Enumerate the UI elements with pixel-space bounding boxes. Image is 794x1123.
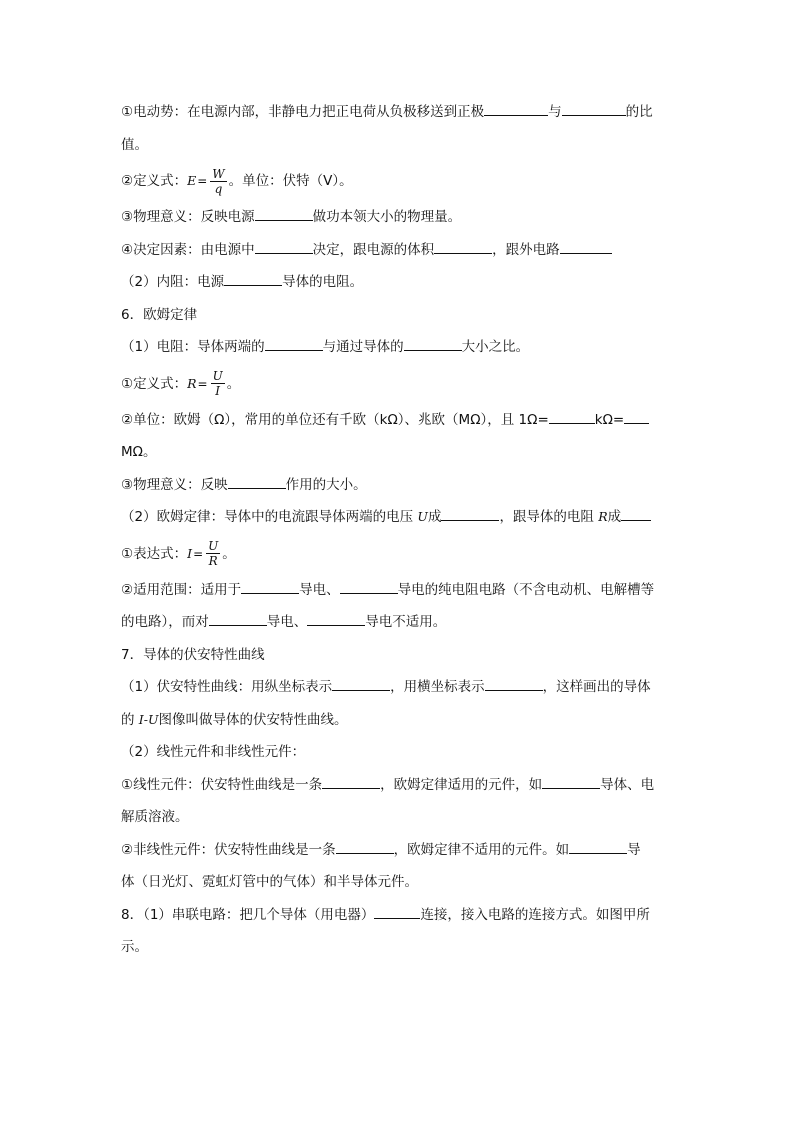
text: 决定，跟电源的体积	[312, 241, 435, 258]
text: 值。	[121, 136, 148, 153]
text: ②非线性元件：伏安特性曲线是一条	[121, 841, 336, 858]
fill-blank[interactable]	[255, 207, 313, 221]
text: 的比	[625, 104, 653, 120]
text: 6．欧姆定律	[121, 306, 198, 323]
text: ，跟导体的电阻	[499, 509, 599, 525]
text: 。	[222, 545, 236, 562]
equals-sign: =	[193, 546, 204, 561]
text: 解质溶液。	[121, 809, 189, 825]
text: ，跟外电路	[492, 241, 560, 258]
text-line	[121, 331, 681, 364]
text: ，这样画出的导体	[542, 679, 651, 695]
formula-variable: E	[187, 173, 197, 188]
text-line	[121, 834, 681, 867]
text: 7．导体的伏安特性曲线	[121, 646, 265, 663]
fill-blank[interactable]	[224, 272, 282, 286]
text: 。	[226, 375, 241, 392]
fill-blank[interactable]	[562, 102, 626, 116]
fill-blank[interactable]	[255, 240, 313, 254]
text-line	[121, 404, 681, 437]
text-line	[121, 606, 681, 639]
fill-blank[interactable]	[336, 840, 394, 854]
formula-variable: U	[417, 509, 428, 524]
fraction	[211, 369, 225, 398]
text: 的电路），而对	[121, 614, 209, 630]
text-line	[121, 671, 681, 704]
section-heading	[121, 639, 681, 672]
text: 大小之比。	[461, 339, 530, 355]
text: ①电动势：在电源内部，非静电力把正电荷从负极移送到正极	[121, 104, 485, 120]
text: 的	[121, 711, 139, 728]
text: 成	[427, 509, 442, 525]
fill-blank[interactable]	[241, 580, 299, 594]
fill-blank[interactable]	[621, 507, 651, 521]
text-line	[121, 736, 681, 769]
fill-blank[interactable]	[560, 240, 612, 254]
fill-blank[interactable]	[332, 677, 390, 691]
text: 与	[548, 104, 562, 120]
formula-line	[121, 161, 681, 201]
text-line	[121, 801, 681, 834]
fill-blank[interactable]	[322, 775, 380, 789]
text: ①表达式：	[121, 545, 188, 562]
equals-sign: =	[197, 174, 208, 188]
text: 。单位：伏特（V）。	[228, 173, 353, 189]
text: ①定义式：	[121, 375, 188, 392]
text-line	[121, 469, 681, 502]
fill-blank[interactable]	[485, 677, 543, 691]
text-line	[121, 96, 681, 129]
fill-blank[interactable]	[404, 337, 462, 351]
fill-blank[interactable]	[307, 612, 365, 626]
text: 做功本领大小的物理量。	[312, 209, 462, 225]
text-line	[121, 266, 681, 299]
text: ④决定因素：由电源中	[121, 241, 255, 258]
numerator: W	[212, 166, 225, 181]
text: （1）伏安特性曲线：用纵坐标表示	[121, 679, 333, 695]
numerator: U	[212, 369, 223, 383]
text-line	[121, 201, 681, 234]
text: 导	[627, 841, 641, 858]
text-line	[121, 899, 681, 932]
text: （2）线性元件和非线性元件：	[121, 744, 306, 760]
fill-blank[interactable]	[624, 410, 649, 424]
text: 导体、电	[600, 776, 655, 793]
text: 体（日光灯、霓虹灯管中的气体）和半导体元件。	[121, 874, 418, 890]
text: 导体的电阻。	[282, 274, 364, 290]
text: 图像叫做导体的伏安特性曲线。	[158, 711, 348, 728]
page-content	[121, 96, 681, 964]
fill-blank[interactable]	[340, 580, 398, 594]
formula-line	[121, 364, 681, 404]
formula-variable: I	[187, 545, 193, 561]
denominator: I	[215, 384, 221, 398]
text: ②定义式：	[121, 173, 188, 189]
fill-blank[interactable]	[441, 507, 499, 521]
text: ，用横坐标表示	[390, 679, 485, 695]
fill-blank[interactable]	[484, 102, 548, 116]
text: 导电、	[266, 614, 308, 630]
text: 导电、	[299, 581, 340, 598]
text: （1）电阻：导体两端的	[121, 339, 265, 355]
text-line	[121, 769, 681, 802]
text: ①线性元件：伏安特性曲线是一条	[121, 776, 323, 793]
text: MΩ。	[121, 444, 157, 460]
denominator: R	[208, 554, 218, 568]
text-line	[121, 866, 681, 899]
text-line	[121, 931, 681, 964]
fill-blank[interactable]	[265, 337, 323, 351]
formula-line	[121, 534, 681, 574]
text: ②单位：欧姆（Ω），常用的单位还有千欧（kΩ）、兆欧（MΩ），且 1Ω=	[121, 411, 549, 428]
formula-variable: I-U	[138, 711, 159, 727]
fill-blank[interactable]	[549, 410, 595, 424]
fraction	[206, 539, 220, 568]
text: 示。	[121, 939, 148, 955]
text-line	[121, 234, 681, 267]
text: ，欧姆定律不适用的元件。如	[393, 841, 570, 858]
text: 成	[607, 509, 622, 525]
text: （2）欧姆定律：导体中的电流跟导体两端的电压	[121, 509, 418, 525]
text: ③物理意义：反映	[121, 476, 228, 493]
text-line	[121, 501, 681, 534]
text: 导电的纯电阻电路（不含电动机、电解槽等	[397, 581, 655, 598]
equals-sign: =	[197, 376, 208, 391]
text: 8．（1）串联电路：把几个导体（用电器）	[121, 906, 375, 923]
fill-blank[interactable]	[434, 240, 492, 254]
text: ，欧姆定律适用的元件，如	[380, 776, 543, 793]
text: 与通过导体的	[322, 339, 404, 355]
text: 连接，接入电路的连接方式。如图甲所	[420, 906, 650, 923]
text-line	[121, 704, 681, 737]
text: （2）内阻：电源	[121, 274, 225, 290]
denominator: q	[214, 181, 223, 196]
text-line	[121, 574, 681, 607]
text: 作用的大小。	[285, 476, 367, 493]
numerator: U	[208, 539, 219, 553]
fraction	[210, 167, 226, 196]
text-line	[121, 436, 681, 469]
text: 导电不适用。	[365, 614, 447, 630]
fill-blank[interactable]	[374, 905, 420, 919]
fill-blank[interactable]	[228, 475, 286, 489]
fill-blank[interactable]	[569, 840, 627, 854]
section-heading	[121, 299, 681, 332]
text-line	[121, 129, 681, 162]
text: ③物理意义：反映电源	[121, 209, 255, 225]
text: ②适用范围：适用于	[121, 581, 242, 598]
formula-variable: R	[187, 375, 197, 391]
text: kΩ=	[594, 411, 625, 428]
fill-blank[interactable]	[209, 612, 267, 626]
formula-variable: R	[598, 509, 608, 524]
fill-blank[interactable]	[542, 775, 600, 789]
